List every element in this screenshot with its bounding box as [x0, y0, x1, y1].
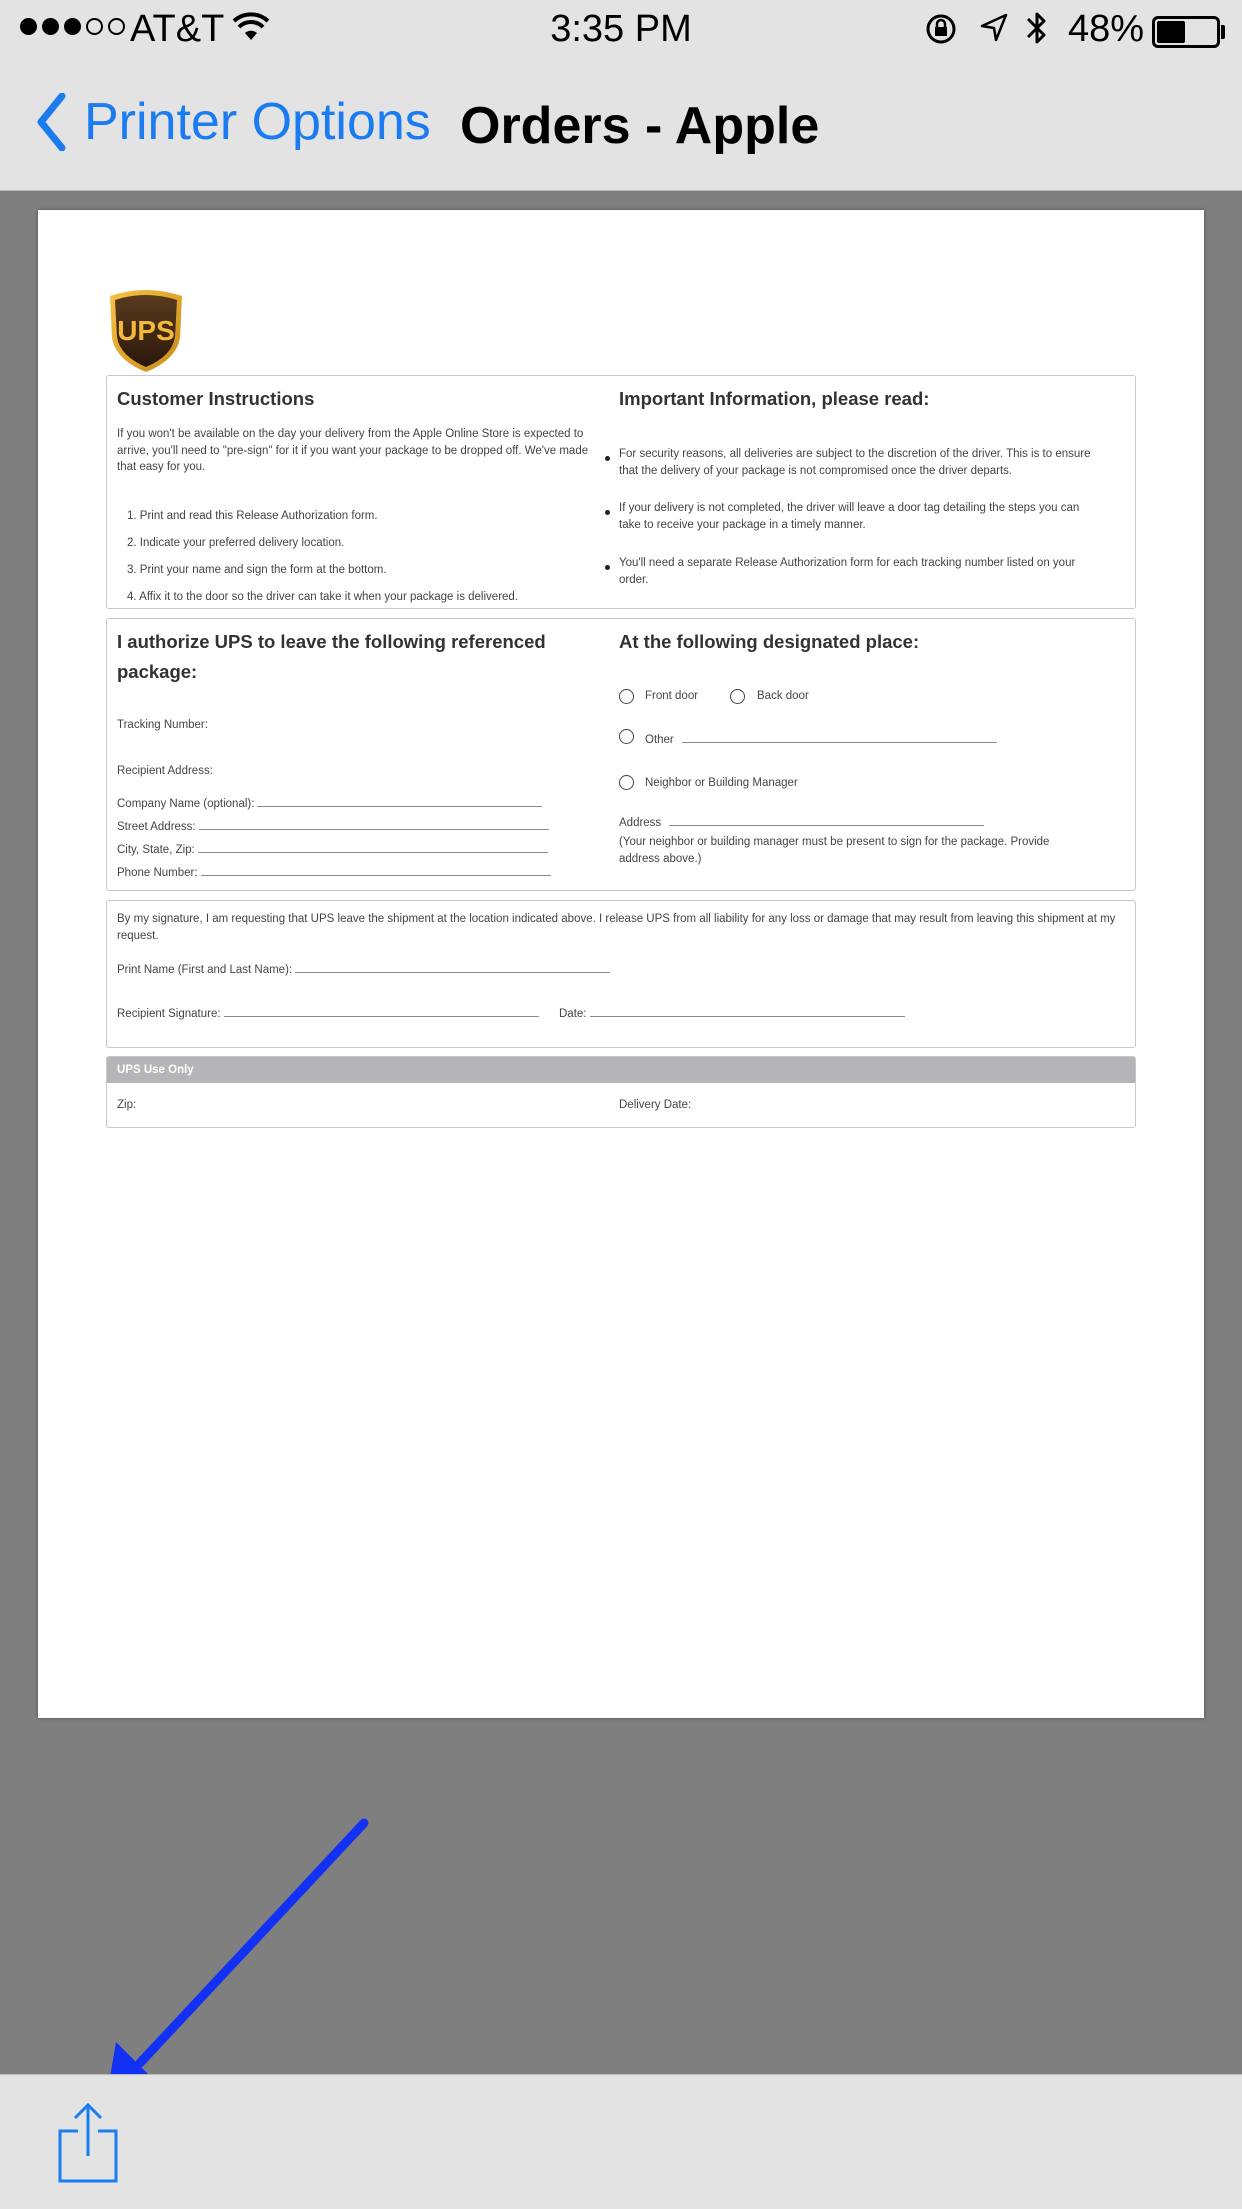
print-name-label: Print Name (First and Last Name): [117, 964, 293, 976]
bottom-toolbar [0, 2074, 1242, 2209]
back-button-label: Printer Options [84, 93, 431, 151]
svg-text:UPS: UPS [117, 315, 175, 346]
ups-use-only-header: UPS Use Only [107, 1057, 1135, 1083]
company-name-label: Company Name (optional): [117, 798, 255, 810]
tracking-number-label: Tracking Number: [117, 719, 208, 731]
instructions-intro: If you won't be available on the day your delivery from the Apple Online Store is expected to arrive, you'll need to "pre-sign" for it if you want your package to be dropped off. We've made that easy for you. [117, 428, 589, 473]
instruction-step: 2. Indicate your preferred delivery location. [127, 537, 345, 549]
instructions-title: Customer Instructions [117, 388, 315, 409]
important-bullet: You'll need a separate Release Authorization form for each tracking number listed on your order. [619, 557, 1076, 586]
address-label: Address [619, 817, 662, 829]
important-info-title: Important Information, please read: [619, 388, 930, 409]
front-door-label: Front door [645, 690, 699, 702]
neighbor-note: (Your neighbor or building manager must be present to sign for the package. Provide address above.) [619, 836, 1050, 865]
important-bullet: For security reasons, all deliveries are subject to the discretion of the driver. This is to ensure that the delivery of your package is not compromised once the driver departs. [619, 448, 1091, 477]
back-door-label: Back door [757, 690, 809, 702]
recipient-signature-label: Recipient Signature: [117, 1008, 221, 1020]
page-title: Orders - Apple [460, 97, 820, 155]
battery-percentage: 48% [1068, 8, 1145, 50]
delivery-date-label: Delivery Date: [619, 1099, 692, 1111]
instruction-step: 4. Affix it to the door so the driver can take it when your package is delivered. [127, 591, 519, 603]
status-time: 3:35 PM [550, 8, 692, 50]
instruction-step: 3. Print your name and sign the form at the bottom. [127, 564, 387, 576]
date-label: Date: [559, 1008, 587, 1020]
street-address-label: Street Address: [117, 821, 196, 833]
recipient-address-label: Recipient Address: [117, 765, 213, 777]
instruction-step: 1. Print and read this Release Authorization form. [127, 510, 378, 522]
carrier-name: AT&T [130, 8, 225, 50]
phone-number-label: Phone Number: [117, 867, 198, 879]
zip-label: Zip: [117, 1099, 137, 1111]
share-icon[interactable] [56, 2101, 120, 2185]
neighbor-label: Neighbor or Building Manager [645, 777, 798, 789]
city-state-zip-label: City, State, Zip: [117, 844, 195, 856]
designated-place-title: At the following designated place: [619, 631, 920, 652]
authorize-title: I authorize UPS to leave the following referenced package: [117, 631, 546, 682]
signature-statement: By my signature, I am requesting that UPS leave the shipment at the location indicated above. I release UPS from all liability for any loss or damage that may result from leaving this shipment at my request. [117, 913, 1116, 942]
other-label: Other [645, 734, 674, 746]
important-bullet: If your delivery is not completed, the driver will leave a door tag detailing the steps you can take to receive your package in a timely manner. [619, 502, 1080, 531]
